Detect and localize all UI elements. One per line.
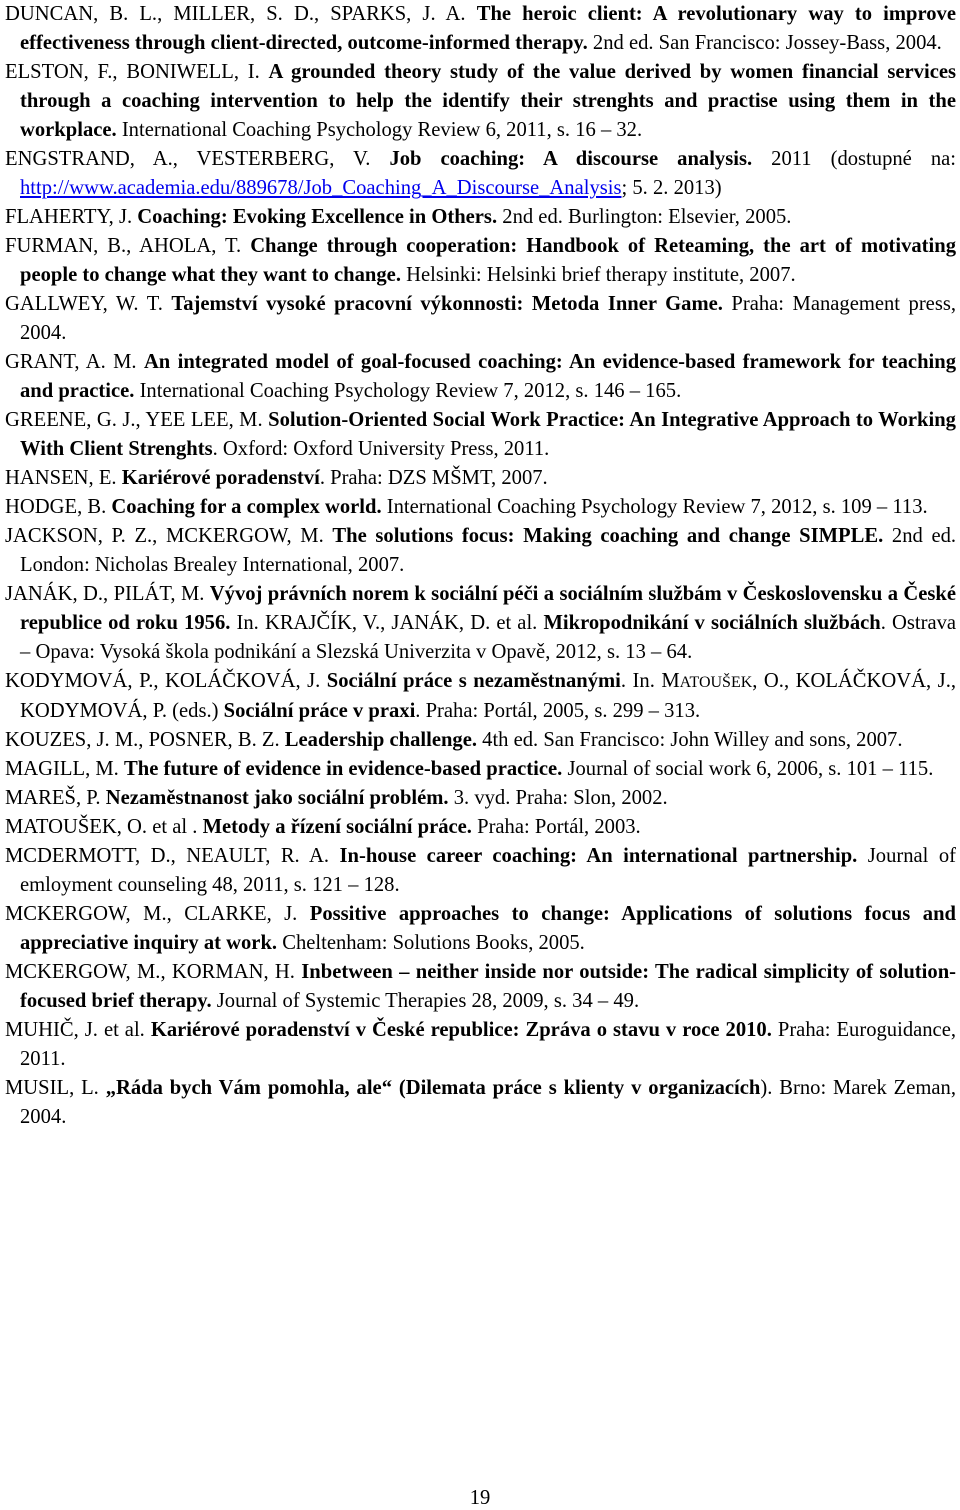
ref-publication: Journal of social work 6, 2006, s. 101 – 115.	[567, 758, 934, 780]
reference-entry	[5, 1016, 956, 1074]
ref-title: The solutions focus: Making coaching and change SIMPLE.	[332, 525, 884, 547]
ref-publication: 3. vyd. Praha: Slon, 2002.	[453, 787, 668, 809]
ref-url-link[interactable]: http://www.academia.edu/889678/Job_Coaching_A_Discourse_Analysis	[20, 177, 622, 199]
ref-authors: ELSTON, F., BONIWELL, I.	[5, 61, 260, 83]
reference-list	[5, 0, 956, 1132]
ref-publication: Praha: Management press, 2004.	[20, 293, 956, 344]
ref-title: Job coaching: A discourse analysis.	[389, 148, 753, 170]
ref-title: Sociální práce s nezaměstnanými	[326, 670, 621, 692]
ref-authors: MUHIČ, J. et al.	[5, 1019, 145, 1041]
page-number: 19	[469, 1487, 491, 1509]
reference-entry	[5, 1074, 956, 1132]
ref-authors: FLAHERTY, J.	[5, 206, 133, 228]
reference-entry	[5, 958, 956, 1016]
ref-access-date: ; 5. 2. 2013)	[621, 177, 722, 199]
ref-title: Inbetween – neither inside nor outside: The radical simplicity of solution-focused brief therapy.	[20, 961, 956, 1012]
ref-authors: DUNCAN, B. L., MILLER, S. D., SPARKS, J. A.	[5, 3, 466, 25]
reference-entry	[5, 755, 956, 784]
ref-authors: KOUZES, J. M., POSNER, B. Z.	[5, 729, 280, 751]
reference-entry	[5, 784, 956, 813]
ref-authors: FURMAN, B., AHOLA, T.	[5, 235, 242, 257]
ref-title: The heroic client: A revolutionary way to improve effectiveness through client-directed, outcome-informed therapy.	[20, 3, 956, 54]
ref-publication: International Coaching Psychology Review 6, 2011, s. 16 – 32.	[121, 119, 643, 141]
reference-entry	[5, 464, 956, 493]
ref-publication: International Coaching Psychology Review 7, 2012, s. 146 – 165.	[139, 380, 682, 402]
ref-authors: GRANT, A. M.	[5, 351, 137, 373]
ref-authors: GREENE, G. J., YEE LEE, M.	[5, 409, 263, 431]
ref-publication: . Oxford: Oxford University Press, 2011.	[212, 438, 550, 460]
ref-title: An integrated model of goal-focused coaching: An evidence-based framework for teaching and practice.	[20, 351, 956, 402]
ref-authors: GALLWEY, W. T.	[5, 293, 163, 315]
ref-publication: . Ostrava – Opava: Vysoká škola podnikání a Slezská Univerzita v Opavě, 2012, s. 13 – 64.	[20, 612, 957, 663]
ref-book-title: Mikropodnikání v sociálních službách	[543, 612, 881, 634]
ref-title: Change through cooperation: Handbook of Reteaming, the art of motivating people to change what they want to change.	[20, 235, 956, 286]
ref-authors: MATOUŠEK, O. et al .	[5, 816, 198, 838]
reference-entry	[5, 493, 956, 522]
ref-title: Kariérové poradenství v České republice: Zpráva o stavu v roce 2010.	[150, 1019, 772, 1041]
reference-entry	[5, 290, 956, 348]
ref-title: In-house career coaching: An international partnership.	[339, 845, 858, 867]
ref-publication: Helsinki: Helsinki brief therapy institute, 2007.	[406, 264, 796, 286]
ref-title: Nezaměstnanost jako sociální problém.	[105, 787, 449, 809]
ref-editors: , O., KOLÁČKOVÁ, J., KODYMOVÁ, P. (eds.)	[20, 670, 956, 722]
ref-publication: 2nd ed. London: Nicholas Brealey International, 2007.	[20, 525, 957, 576]
ref-publication: Journal of emloyment counseling 48, 2011, s. 121 – 128.	[20, 845, 957, 896]
ref-authors: MUSIL, L.	[5, 1077, 99, 1099]
ref-title: Solution-Oriented Social Work Practice: An Integrative Approach to Working With Client Strenghts	[20, 409, 956, 460]
ref-publication: 4th ed. San Francisco: John Willey and sons, 2007.	[482, 729, 903, 751]
ref-publication: ). Brno: Marek Zeman, 2004.	[20, 1077, 956, 1128]
ref-publication: . Praha: Portál, 2005, s. 299 – 313.	[415, 700, 701, 722]
ref-publication: Praha: Euroguidance, 2011.	[20, 1019, 956, 1070]
ref-title: „Ráda bych Vám pomohla, ale“ (Dilemata práce s klienty v organizacích	[105, 1077, 761, 1099]
ref-publication: 2011 (dostupné na:	[771, 148, 956, 170]
ref-authors: MAGILL, M.	[5, 758, 119, 780]
ref-book-title: Sociální práce v praxi	[223, 700, 416, 722]
ref-publication: . In. M	[620, 670, 680, 692]
ref-authors: MCKERGOW, M., CLARKE, J.	[5, 903, 298, 925]
reference-entry	[5, 348, 956, 406]
reference-entry	[5, 667, 956, 726]
ref-title: A grounded theory study of the value derived by women financial services through a coaching intervention to help the identify their strenghts and practise using them in the workplace.	[20, 61, 956, 141]
ref-publication: Praha: Portál, 2003.	[477, 816, 641, 838]
ref-authors: ENGSTRAND, A., VESTERBERG, V.	[5, 148, 371, 170]
reference-entry	[5, 145, 956, 203]
ref-title: Kariérové poradenství	[121, 467, 320, 489]
ref-title: Coaching for a complex world.	[111, 496, 382, 518]
ref-title: Tajemství vysoké pracovní výkonnosti: Metoda Inner Game.	[171, 293, 723, 315]
ref-authors: HANSEN, E.	[5, 467, 117, 489]
reference-entry	[5, 0, 956, 58]
ref-authors: JACKSON, P. Z., MCKERGOW, M.	[5, 525, 324, 547]
ref-publication: Journal of Systemic Therapies 28, 2009, s. 34 – 49.	[216, 990, 640, 1012]
reference-entry	[5, 900, 956, 958]
reference-entry	[5, 842, 956, 900]
ref-publication: In. KRAJČÍK, V., JANÁK, D. et al.	[236, 612, 538, 634]
reference-entry	[5, 58, 956, 145]
ref-authors: KODYMOVÁ, P., KOLÁČKOVÁ, J.	[5, 670, 321, 692]
ref-title: Vývoj právních norem k sociální péči a sociálním službám v Československu a České republice od roku 1956.	[20, 583, 956, 634]
ref-authors: MCDERMOTT, D., NEAULT, R. A.	[5, 845, 330, 867]
ref-authors: MAREŠ, P.	[5, 787, 101, 809]
ref-publication: International Coaching Psychology Review 7, 2012, s. 109 – 113.	[386, 496, 928, 518]
ref-title: The future of evidence in evidence-based practice.	[124, 758, 563, 780]
ref-publication: 2nd ed. Burlington: Elsevier, 2005.	[502, 206, 792, 228]
reference-entry	[5, 203, 956, 232]
reference-entry	[5, 406, 956, 464]
ref-title: Leadership challenge.	[284, 729, 477, 751]
ref-title: Coaching: Evoking Excellence in Others.	[137, 206, 498, 228]
ref-authors: HODGE, B.	[5, 496, 107, 518]
ref-publication: Cheltenham: Solutions Books, 2005.	[282, 932, 585, 954]
reference-entry	[5, 726, 956, 755]
ref-publication: 2nd ed. San Francisco: Jossey-Bass, 2004.	[592, 32, 942, 54]
ref-publication: . Praha: DZS MŠMT, 2007.	[319, 467, 548, 489]
ref-authors: MCKERGOW, M., KORMAN, H.	[5, 961, 295, 983]
ref-editor-smallcaps: ATOUŠEK	[679, 674, 753, 691]
ref-title: Metody a řízení sociální práce.	[202, 816, 472, 838]
reference-entry	[5, 232, 956, 290]
ref-title: Possitive approaches to change: Applications of solutions focus and appreciative inquiry at work.	[20, 903, 956, 954]
ref-authors: JANÁK, D., PILÁT, M.	[5, 583, 205, 605]
reference-entry	[5, 813, 956, 842]
reference-entry	[5, 580, 956, 667]
reference-entry	[5, 522, 956, 580]
